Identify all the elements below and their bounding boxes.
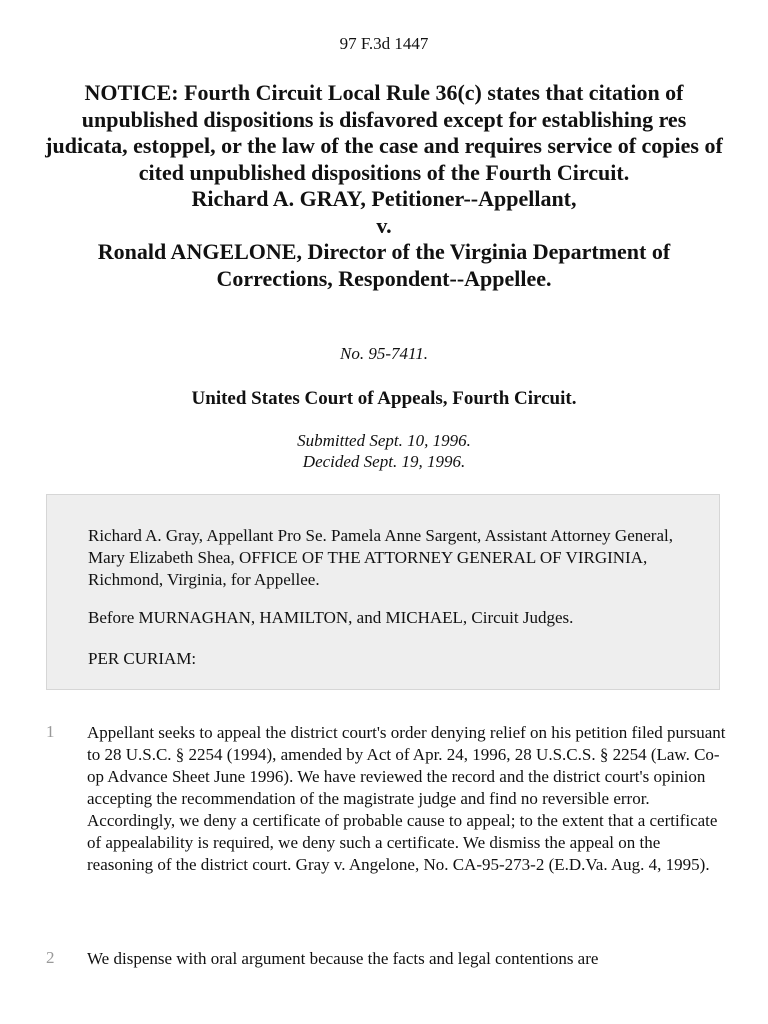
case-summary-box: [46, 494, 720, 690]
court-name: United States Court of Appeals, Fourth Circuit.: [191, 388, 577, 409]
case-heading: [40, 80, 728, 292]
judges-text: Before MURNAGHAN, HAMILTON, and MICHAEL, Circuit Judges.: [88, 608, 574, 627]
versus-text: v.: [376, 212, 392, 238]
appellee-name: Ronald ANGELONE, Director of the Virginia Department of Corrections, Respondent--Appellee.: [97, 239, 671, 291]
per-curiam-label: PER CURIAM:: [88, 649, 197, 668]
paragraph-number: 2: [46, 948, 55, 967]
paragraph-number: 1: [46, 722, 55, 741]
paragraph-text: We dispense with oral argument because the facts and legal contentions are: [87, 949, 599, 968]
notice-text: NOTICE: Fourth Circuit Local Rule 36(c) states that citation of unpublished dispositions is disfavored except for establishing res judicata, estoppel, or the law of the case and requires service of copies of cited unpublished dispositions of the Fourth Circuit.: [45, 80, 723, 185]
case-dates: [0, 430, 768, 472]
submitted-date: Submitted Sept. 10, 1996.: [297, 431, 471, 450]
case-citation: 97 F.3d 1447: [339, 34, 429, 53]
decided-date: Decided Sept. 19, 1996.: [302, 452, 466, 471]
paragraph-text: Appellant seeks to appeal the district court's order denying relief on his petition filed pursuant to 28 U.S.C. § 2254 (1994), amended by Act of Apr. 24, 1996, 28 U.S.C.S. § 2254 (Law. Co-op Advance Sheet June 1996). We have reviewed the record and the district court's opinion accepting the recommendation of the magistrate judge and find no reversible error. Accordingly, we deny a certificate of probable cause to appeal; to the extent that a certificate of appealability is required, we deny such a certificate. We dismiss the appeal on the reasoning of the district court. Gray v. Angelone, No. CA-95-273-2 (E.D.Va. Aug. 4, 1995).: [87, 723, 726, 874]
counsel-text: Richard A. Gray, Appellant Pro Se. Pamela Anne Sargent, Assistant Attorney General, Mary Elizabeth Shea, OFFICE OF THE ATTORNEY GENERAL OF VIRGINIA, Richmond, Virginia, for Appellee.: [88, 526, 673, 589]
docket-number: No. 95-7411.: [340, 344, 428, 363]
appellant-name: Richard A. GRAY, Petitioner--Appellant,: [191, 186, 577, 211]
